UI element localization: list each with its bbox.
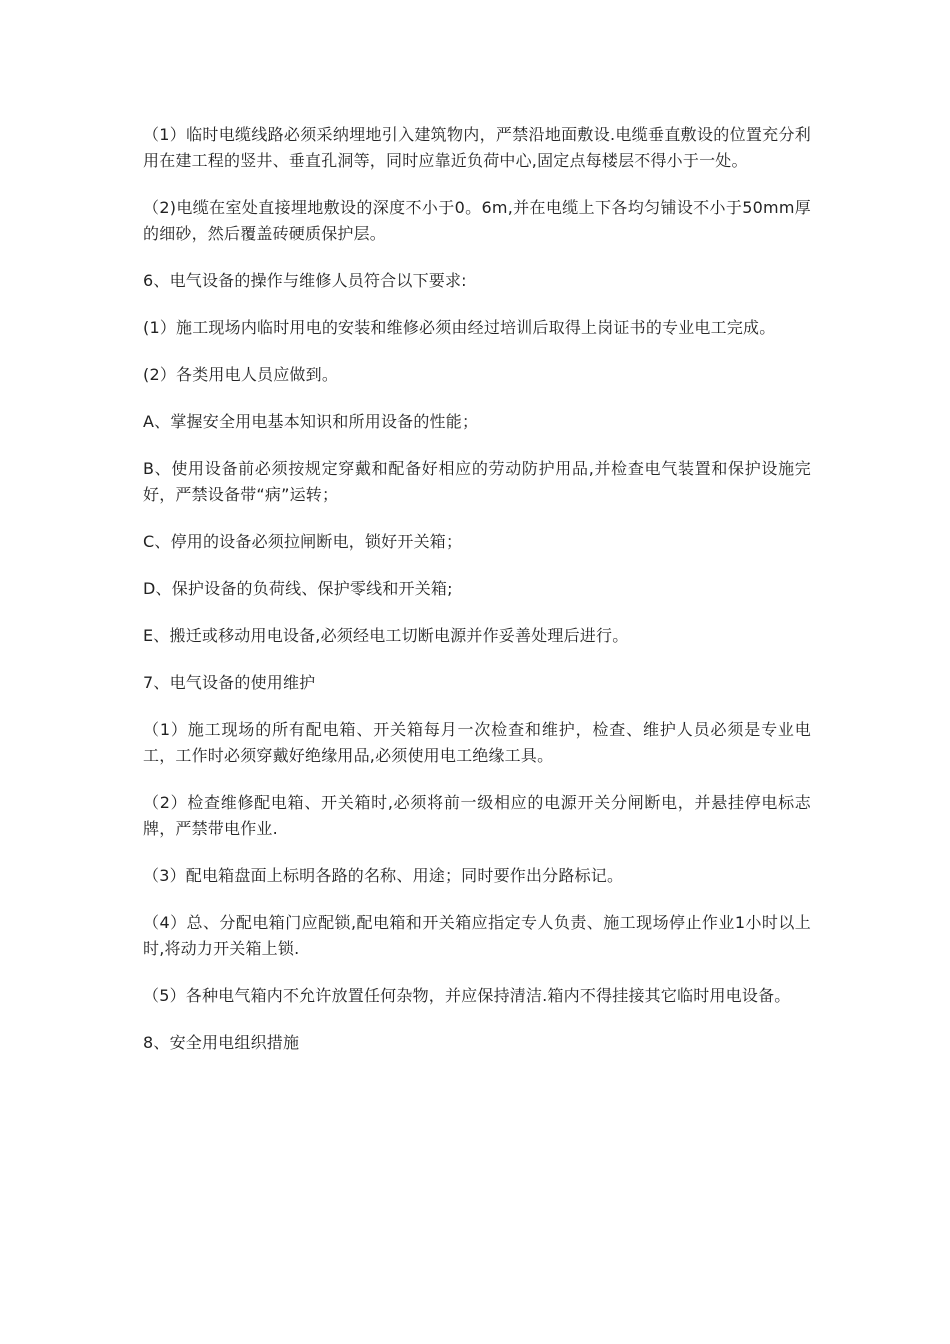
section-heading-7: 7、电气设备的使用维护 [143, 673, 316, 692]
section-heading-6: 6、电气设备的操作与维修人员符合以下要求: [143, 271, 467, 290]
paragraph-cable-depth: （2)电缆在室处直接埋地敷设的深度不小于0。6m,并在电缆上下各均匀铺设不小于50mm厚的细砂，然后覆盖砖硬质保护层。 [143, 198, 811, 243]
section-heading-8: 8、安全用电组织措施 [143, 1033, 300, 1052]
document-body [143, 122, 811, 1077]
list-item-e: E、搬迁或移动用电设备,必须经电工切断电源并作妥善处理后进行。 [143, 626, 629, 645]
list-item-a: A、掌握安全用电基本知识和所用设备的性能； [143, 412, 479, 431]
list-item-d: D、保护设备的负荷线、保护零线和开关箱; [143, 579, 453, 598]
paragraph-licensed-electrician: (1）施工现场内临时用电的安装和维修必须由经过培训后取得上岗证书的专业电工完成。 [143, 318, 776, 337]
paragraph-monthly-inspection: （1）施工现场的所有配电箱、开关箱每月一次检查和维护，检查、维护人员必须是专业电工，工作时必须穿戴好绝缘用品,必须使用电工绝缘工具。 [143, 720, 811, 765]
list-item-c: C、停用的设备必须拉闸断电，锁好开关箱； [143, 532, 463, 551]
paragraph-power-off-repair: （2）检查维修配电箱、开关箱时,必须将前一级相应的电源开关分闸断电，并悬挂停电标志牌，严禁带电作业. [143, 793, 811, 838]
list-item-b: B、使用设备前必须按规定穿戴和配备好相应的劳动防护用品,并检查电气装置和保护设施完好，严禁设备带“病”运转； [143, 459, 811, 504]
paragraph-panel-labels: （3）配电箱盘面上标明各路的名称、用途；同时要作出分路标记。 [143, 866, 624, 885]
paragraph-user-requirements: (2）各类用电人员应做到。 [143, 365, 339, 384]
paragraph-box-locks: （4）总、分配电箱门应配锁,配电箱和开关箱应指定专人负责、施工现场停止作业1小时以上时,将动力开关箱上锁. [143, 913, 811, 958]
paragraph-box-cleanliness: （5）各种电气箱内不允许放置任何杂物，并应保持清洁.箱内不得挂接其它临时用电设备。 [143, 986, 791, 1005]
paragraph-cable-burial: （1）临时电缆线路必须采纳埋地引入建筑物内，严禁沿地面敷设.电缆垂直敷设的位置充分利用在建工程的竖井、垂直孔洞等，同时应靠近负荷中心,固定点每楼层不得小于一处。 [143, 125, 811, 170]
